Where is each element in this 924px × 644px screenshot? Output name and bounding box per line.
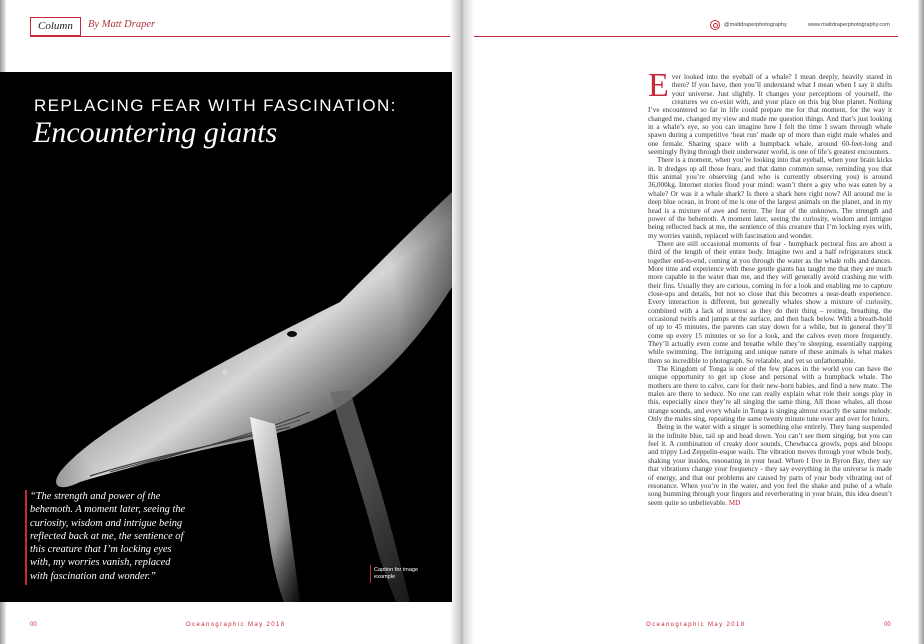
paragraph-text: ver looked into the eyeball of a whale? I mean deeply, heavily stared in there? If you have, then you’ll understand what I mean when I say it shifts your universe. Just slightly. It changes your perceptions of yourself, the creatures we co-exist with, and your place on this big blue planet. Nothing I’ve encountered so far in life could prepare me for that moment, for the way it changed me, changed my view and made me question things. And that’s just looking in a whale’s eye, so you can imagine how I felt the time I swam through whale spawn during a competitive ‘heat run’ made up of more than eight male whales and one female. Sharing space with a humpback whale, around 60-feet-long and seemingly flying through their underwater world, is one of life’s greatest encounters. xyxy=(648,73,892,157)
pull-quote-text: “The strength and power of the behemoth. A moment later, seeing the curiosity, wisdom and intrigue being reflected back at me, the sentience of this creature that I’m locking eyes with, my worries vanish, replaced with fascination and wonder.” xyxy=(30,491,186,582)
page-gutter xyxy=(450,0,474,644)
photo-caption: Caption for image example xyxy=(374,567,419,580)
right-page-number: 00 xyxy=(884,622,891,628)
right-page-header xyxy=(710,20,900,34)
right-header-rule xyxy=(474,36,898,37)
byline: By Matt Draper xyxy=(88,19,156,30)
pull-quote xyxy=(30,490,190,583)
left-header-rule xyxy=(30,36,450,37)
left-page-number: 00 xyxy=(30,622,37,628)
right-footer-title: Oceanographic May 2018 xyxy=(646,622,746,628)
right-page-edge xyxy=(918,0,924,644)
left-footer-title: Oceanographic May 2018 xyxy=(186,622,286,628)
article-paragraph: There are still occasional moments of fear - humpback pectoral fins are about a third of the length of their entire body. Imagine two and a half refrigerators stuck together end-to-end, coming at you through the water as the whale rolls and dances. More time and experience with these gentle giants has taught me that they are much more capable in the water than me, and they will generally avoid crashing me with their fins. Usually they are curious, coming in for a look and enabling me to capture close-ups and details, but not so close that this becomes a near-death experience. Every interaction is different, but generally whales show a mixture of curiosity, combined with a lack of interest as they do their thing – resting, breathing, the occasional twirls and jumps at the surface, and then back below. With a breath-hold of up to 45 minutes, the parents can stay down for a while, but in general they’ll come up every 15 minutes or so for a look, and the calves even more frequently. They’ll actually even come and breathe while they’re sleeping, essentially napping while swimming. The intriguing and unique nature of these animals is what makes them so incredible to photograph. So relatable, and yet so unfathomable. xyxy=(648,239,892,365)
article-paragraph: The Kingdom of Tonga is one of the few places in the world you can have the unique opportunity to get up close and personal with a humpback whale. The mothers are there to calve, care for their new-born babies, and find a new mate. The males are there to seduce. No one can really explain what role their songs play in this, especially since they’re all singing the same thing. All those whales, all those strange sounds, and every whale in Tonga is singing almost exactly the same melody. Only the males sing, repeating the same twenty minute tune over and over for hours. xyxy=(648,365,892,424)
caption-rule xyxy=(370,565,371,583)
section-tag: Column xyxy=(30,17,81,36)
instagram-icon xyxy=(710,20,720,30)
author-signoff: MD xyxy=(728,498,741,507)
article-paragraph xyxy=(648,423,892,506)
website-link: www.mattdraperphotography.com xyxy=(808,22,890,28)
social-handle: @mattdraperphotography xyxy=(724,22,787,28)
drop-cap: E xyxy=(648,67,669,104)
pull-quote-rule xyxy=(25,490,27,585)
feature-headline: Encountering giants xyxy=(33,116,278,149)
paragraph-text: Being in the water with a singer is something else entirely. They hang suspended in the infinite blue, tail up and head down. You can’t see them singing, but you can feel it. A combination of creaky door sounds, Chewbacca growls, pops and bloops and trippy Led Zeppelin-esque wails. The vibration moves through your whole body, shaking your insides, resonating in your head. Where I live in Byron Bay, they say that vibrations change your frequency - they say everything in the universe is made of energy, and that our problems are caused by parts of your body vibrating out of resonance. When you’re in the water, and you feel the shake and pulse of a whale song humming through your fingers and reverberating in your brain, this idea doesn’t seem quite so unbelievable. xyxy=(648,423,892,507)
article-body xyxy=(648,67,892,507)
article-paragraph xyxy=(648,67,892,157)
article-paragraph: There is a moment, when you’re looking into that eyeball, when your brain kicks in. It dredges up all those fears, and that damn common sense, reminding you that this animal you’re observing (and who is currently observing you) is around 36,000kg. Internet stories flood your mind: wasn’t there a guy who was eaten by a whale? Or was it a whale shark? Is there a shark here right now? All around me is deep blue ocean, in front of me is one of the largest animals on the planet, and in my head is a mixture of awe and terror. The fear of the unknown. The strength and power of the behemoth. A moment later, seeing the curiosity, wisdom and intrigue being reflected back at me, the sentience of this creature that I’m locking eyes with, my worries vanish, replaced with fascination and wonder. xyxy=(648,156,892,240)
feature-kicker: REPLACING FEAR WITH FASCINATION: xyxy=(34,96,397,115)
